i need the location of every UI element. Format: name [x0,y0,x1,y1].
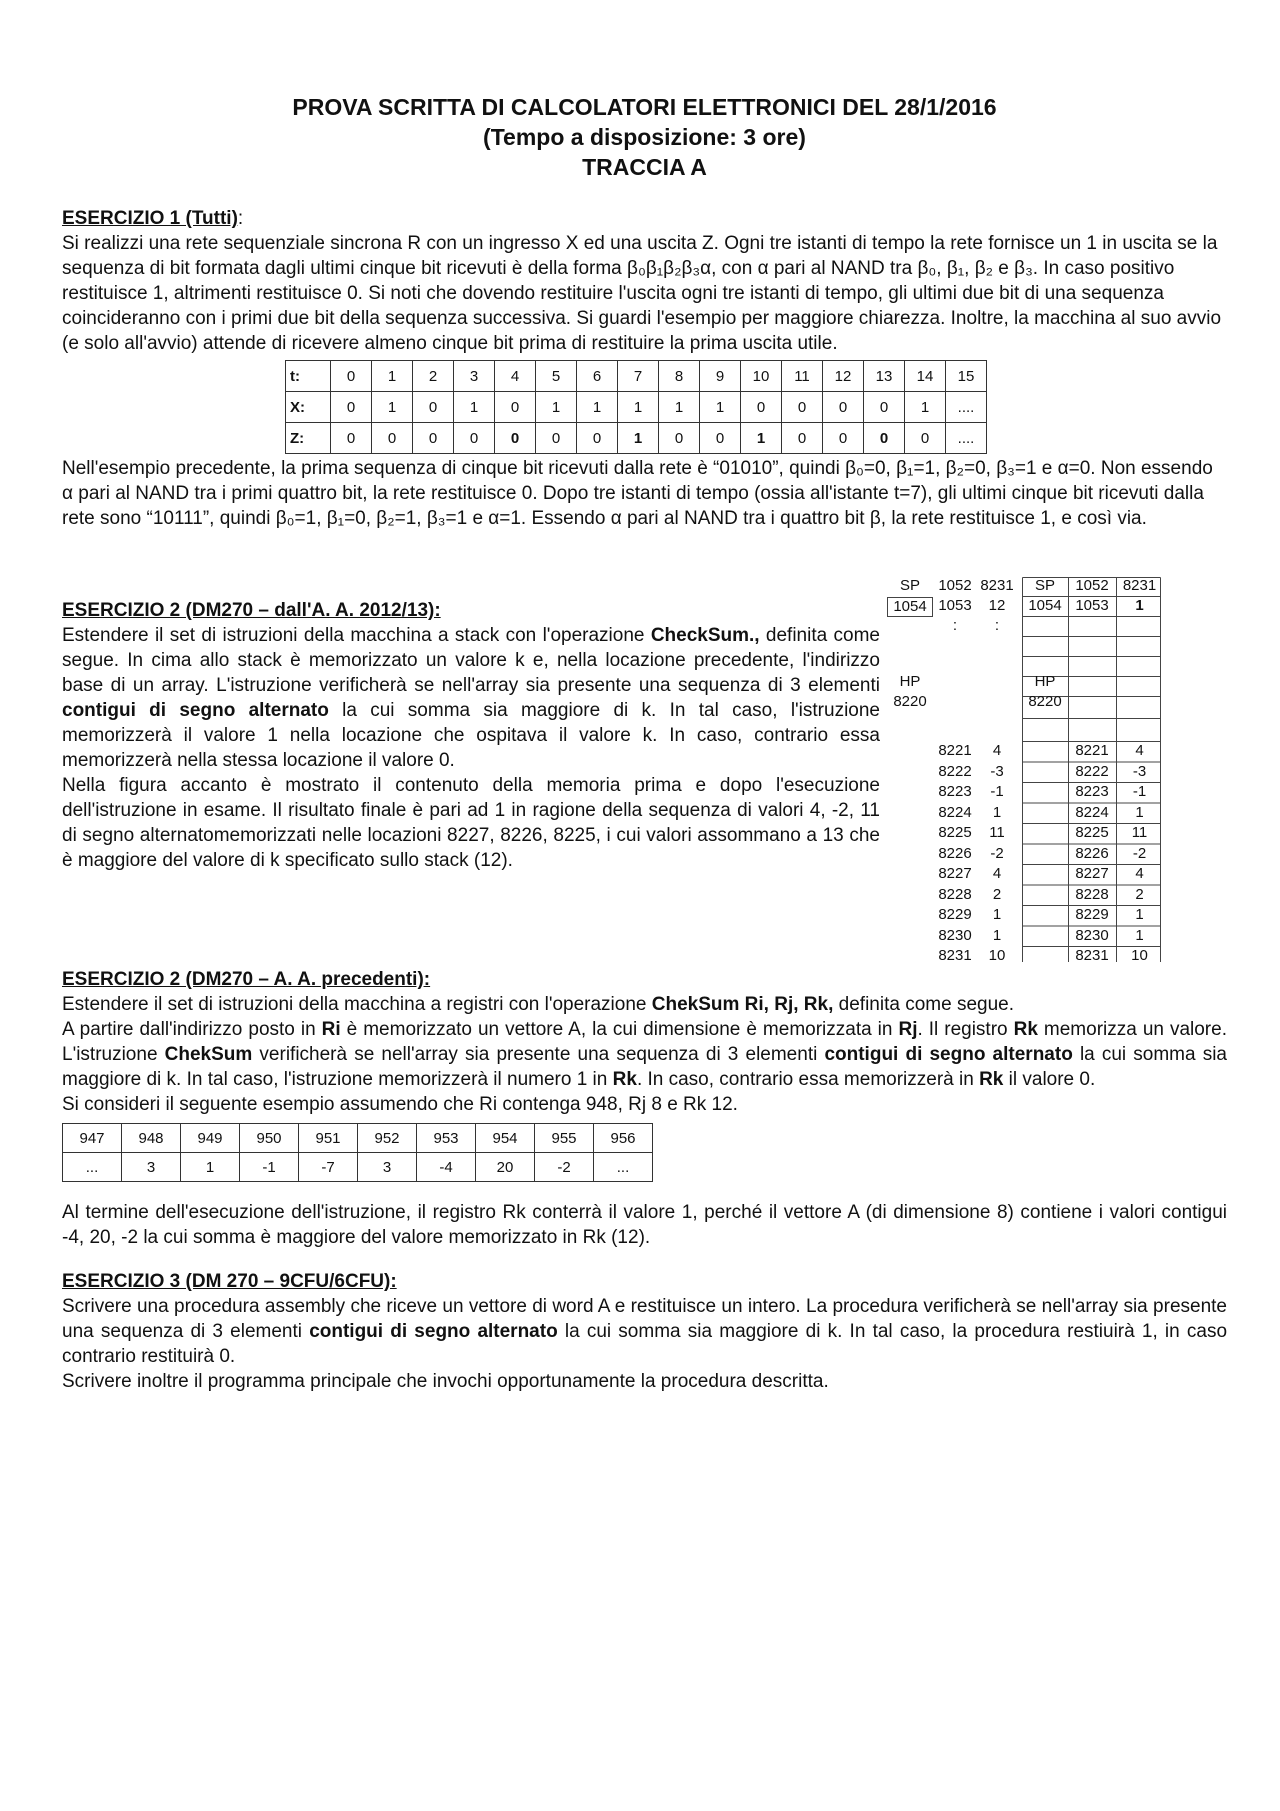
address-cell: 953 [417,1124,476,1153]
exercise-1-title: ESERCIZIO 1 (Tutti) [62,208,238,229]
cell-z-2: 0 [413,423,454,454]
heap-address: 8229 [938,906,972,923]
cell-z-1: 0 [372,423,413,454]
cell-t-15: 15 [946,361,987,392]
table-row-addresses [63,1124,653,1153]
exam-track: TRACCIA A [582,154,707,180]
heap-value: -2 [990,844,1004,862]
text-span: la cui somma sia maggiore di k. In tal caso, l'istruzione memorizzerà il numero 1 in [62,1044,1227,1090]
register-name: Rj [898,1019,918,1040]
text-span: il valore 0. [1003,1069,1096,1090]
exercise-1-text: Si realizzi una rete sequenziale sincrona R con un ingresso X ed una uscita Z. Ogni tre istanti di tempo la rete fornisce un 1 in uscita se la sequenza di bit formata dagli ultimi cinque bit ricevuti è della forma β₀β₁β₂β₃α, con α pari al NAND tra β₀, β₁, β₂ e β₃. In caso positivo restituisce 1, altrimenti restituisce 0. Si noti che dovendo restituire l'uscita ogni tre istanti di tempo, gli ultimi due bit di una sequenza coincideranno con i primi due bit della sequenza successiva. Si guardi l'esempio per maggiore chiarezza. Inoltre, la macchina al suo avvio (e solo all'avvio) attende di ricevere almeno cinque bit prima di restituire la prima uscita utile. [62,233,1222,354]
sp-value-before: 1054 [887,597,933,617]
cell-z-13: 0 [864,423,905,454]
k-value-after: 1 [1135,597,1144,614]
text-span: . Il registro [917,1019,1014,1040]
cell-t-10: 10 [741,361,782,392]
cell-x-11: 0 [782,392,823,423]
exercise-1 [62,206,1227,531]
text-span: la cui somma sia maggiore di k. In tal caso, la procedura restiuirà 1, in caso contrario restituirà 0. [62,1321,1228,1367]
cell-t-2: 2 [413,361,454,392]
cell-t-0: 0 [331,361,372,392]
table-row-values [63,1153,653,1182]
exercise-2b-text [62,1017,1227,1092]
address-cell: 956 [594,1124,653,1153]
heap-value: 2 [1135,885,1144,903]
heap-value: 4 [1135,742,1144,759]
text-span: definita come segue. [833,994,1014,1015]
heap-address: 8231 [938,947,972,964]
emphasis: contigui di segno alternato [309,1321,558,1342]
heap-value: -3 [1132,762,1147,780]
heap-value: 2 [992,885,1002,903]
heap-value: 1 [1135,926,1144,944]
cell-t-7: 7 [618,361,659,392]
hp-label-after: HP [1034,673,1056,690]
exercise-2b-example: Si consideri il seguente esempio assumendo che Ri contenga 948, Rj 8 e Rk 12. [62,1094,738,1115]
exercise-2a-text [62,623,880,773]
heap-value: -1 [990,783,1004,800]
heap-addresses-after [1068,741,1116,967]
heap-addresses-before [933,741,977,967]
heap-address: 8222 [1075,762,1109,780]
heap-address: 8221 [1075,742,1109,759]
heap-value: 1 [1135,803,1144,821]
heap-value: 4 [1135,865,1144,882]
text-span: la cui somma sia maggiore di k. In tal caso, l'istruzione memorizzerà il valore 1 nella locazione che ospitava il valore k. In caso, contrario essa memorizzerà nella stessa locazione il valore 0. [62,700,880,771]
heap-value: 1 [1135,906,1144,923]
k-value-before: 12 [988,597,1006,614]
value-cell: ... [63,1153,122,1182]
sp-value-after: 1054 [1028,597,1062,614]
table-row-z [286,423,987,454]
heap-address: 8225 [938,824,972,841]
heap-address: 8223 [1075,783,1109,800]
exam-title: PROVA SCRITTA DI CALCOLATORI ELETTRONICI DEL 28/1/2016 [292,94,997,120]
heap-value: 1 [992,926,1002,944]
vector-table [62,1123,653,1182]
address-cell: 948 [122,1124,181,1153]
heap-values-after [1116,741,1163,967]
cell-t-12: 12 [823,361,864,392]
heap-value: 4 [992,742,1002,759]
cell-z-11: 0 [782,423,823,454]
sequence-table [285,360,987,454]
text-span: . In caso, contrario essa memorizzerà in [636,1069,980,1090]
address-cell: 955 [535,1124,594,1153]
value-cell: 3 [358,1153,417,1182]
cell-z-3: 0 [454,423,495,454]
emphasis: contigui di segno alternato [62,700,329,721]
hp-value-before: 8220 [893,693,927,710]
heap-address: 8230 [1075,926,1109,944]
heap-value: 11 [989,824,1005,841]
cell-t-3: 3 [454,361,495,392]
exercise-3-title: ESERCIZIO 3 (DM 270 – 9CFU/6CFU): [62,1271,397,1292]
hp-value-after: 8220 [1028,693,1062,710]
heap-value: 11 [1131,824,1148,841]
register-name: Rk [612,1069,637,1090]
register-name: Ri [321,1019,341,1040]
sp-label-after: SP [1034,577,1055,594]
cell-x-8: 1 [659,392,700,423]
value-cell: -2 [535,1153,594,1182]
exercise-2a-title: ESERCIZIO 2 (DM270 – dall'A. A. 2012/13): [62,600,441,621]
cell-z-6: 0 [577,423,618,454]
instruction-name: CheckSum., [650,625,760,646]
heap-address: 8227 [1075,865,1109,882]
heap-value: -2 [1132,844,1147,862]
exercise-2b-line1 [62,992,1227,1017]
cell-x-13: 0 [864,392,905,423]
dots: : [994,617,1000,634]
heap-address: 8226 [1075,844,1109,862]
cell-z-7: 1 [618,423,659,454]
heap-address: 8227 [938,865,972,882]
cell-x-5: 1 [536,392,577,423]
text-span: memorizza un valore. L'istruzione [62,1019,1227,1065]
row-label-z: Z: [286,423,331,454]
exercise-3 [62,1270,1227,1394]
cell-t-9: 9 [700,361,741,392]
cell-x-4: 0 [495,392,536,423]
text-span: A partire dall'indirizzo posto in [62,1019,322,1040]
register-name: Rk [1013,1019,1038,1040]
heap-values-before [977,741,1017,967]
text-span: è memorizzato un vettore A, la cui dimensione è memorizzata in [340,1019,899,1040]
sp-label-before: SP [899,577,920,594]
heap-address: 8223 [938,783,972,800]
heap-address: 8222 [938,762,972,780]
cell-t-13: 13 [864,361,905,392]
emphasis: contigui di segno alternato [824,1044,1073,1065]
cell-x-0: 0 [331,392,372,423]
exercise-2b-title: ESERCIZIO 2 (DM270 – A. A. precedenti): [62,969,431,990]
exercise-3-text-2: Scrivere inoltre il programma principale che invochi opportunamente la procedura descritta. [62,1371,829,1392]
heap-address: 8221 [938,742,972,759]
heap-address: 8225 [1075,824,1109,841]
cell-z-0: 0 [331,423,372,454]
cell-t-4: 4 [495,361,536,392]
value-1053-before: 1053 [938,597,972,614]
heap-value: 4 [992,865,1002,882]
hp-label-before: HP [899,673,921,690]
cell-z-4: 0 [495,423,536,454]
cell-t-6: 6 [577,361,618,392]
memory-diagram [887,577,1227,962]
heap-address: 8231 [1075,947,1109,964]
value-cell: ... [594,1153,653,1182]
document-page [62,92,1227,1394]
cell-x-14: 1 [905,392,946,423]
exercise-1-example-text: Nell'esempio precedente, la prima sequenza di cinque bit ricevuti dalla rete è “01010”, quindi β₀=0, β₁=1, β₂=0, β₃=1 e α=0. Non essendo α pari al NAND tra i primi quattro bit, la rete restituisce 0. Dopo tre istanti di tempo (ossia all'istante t=7), gli ultimi cinque bit ricevuti dalla rete sono “10111”, quindi β₀=1, β₁=0, β₂=1, β₃=1 e α=1. Essendo α pari al NAND tra i quattro bit β, la rete restituisce 1, e così via. [62,458,1213,529]
row-label-t: t: [286,361,331,392]
exercise-2b-result: Al termine dell'esecuzione dell'istruzione, il registro Rk conterrà il valore 1, perché il vettore A (di dimensione 8) contiene i valori contigui -4, 20, -2 la cui somma è maggiore del valore memorizzato in Rk (12). [62,1202,1227,1248]
cell-x-15: .... [946,392,987,423]
address-cell: 950 [240,1124,299,1153]
heap-address: 8226 [938,844,972,862]
heap-value: 1 [992,906,1002,923]
cell-z-14: 0 [905,423,946,454]
cell-t-5: 5 [536,361,577,392]
value-cell: 1 [181,1153,240,1182]
exam-duration: (Tempo a disposizione: 3 ore) [483,124,806,150]
header-1052-after: 1052 [1075,577,1109,594]
cell-x-7: 1 [618,392,659,423]
value-cell: 3 [122,1153,181,1182]
cell-z-5: 0 [536,423,577,454]
value-cell: -1 [240,1153,299,1182]
exercise-2-stack [62,577,1227,962]
text-span: definita come segue. In cima allo stack è memorizzato un valore k e, nella locazione precedente, l'indirizzo base di un array. L'istruzione verificherà se nell'array sia presente una sequenza di 3 elementi [62,625,880,696]
cell-t-11: 11 [782,361,823,392]
cell-z-8: 0 [659,423,700,454]
cell-x-10: 0 [741,392,782,423]
text-span: verificherà se nell'array sia presente una sequenza di 3 elementi [252,1044,825,1065]
heap-value: 1 [992,803,1002,821]
header-1052-before: 1052 [938,577,972,594]
heap-value: -1 [1132,783,1147,800]
cell-x-3: 1 [454,392,495,423]
heap-address: 8228 [938,885,972,903]
heap-address: 8224 [938,803,972,821]
cell-z-15: .... [946,423,987,454]
value-1053-after: 1053 [1075,597,1109,614]
cell-t-14: 14 [905,361,946,392]
instruction-name: ChekSum [164,1044,253,1065]
heap-address: 8229 [1075,906,1109,923]
exercise-2-registers [62,968,1227,1250]
text-span: Estendere il set di istruzioni della macchina a registri con l'operazione [62,994,652,1015]
exercise-2a-figure-text: Nella figura accanto è mostrato il contenuto della memoria prima e dopo l'esecuzione dell'istruzione in esame. Il risultato finale è pari ad 1 in ragione della sequenza di valori 4, -2, 11 di segno alternatomemorizzati nelle locazioni 8227, 8226, 8225, i cui valori assommano a 13 che è maggiore del valore di k specificato sullo stack (12). [62,775,880,871]
cell-x-2: 0 [413,392,454,423]
cell-x-9: 1 [700,392,741,423]
heap-value: 10 [1131,947,1148,964]
text-span: Estendere il set di istruzioni della macchina a stack con l'operazione [62,625,651,646]
document-header [62,92,1227,182]
cell-z-12: 0 [823,423,864,454]
exercise-3-text [62,1294,1227,1369]
text-span: Scrivere una procedura assembly che riceve un vettore di word A e restituisce un intero. La procedura verificherà se nell'array sia presente una sequenza di 3 elementi [62,1296,1227,1342]
value-cell: -7 [299,1153,358,1182]
cell-x-6: 1 [577,392,618,423]
instruction-name: ChekSum Ri, Rj, Rk, [651,994,834,1015]
heap-address: 8228 [1075,885,1109,903]
header-8231-before: 8231 [980,577,1014,594]
value-cell: -4 [417,1153,476,1182]
cell-x-12: 0 [823,392,864,423]
exercise-1-colon: : [237,208,244,229]
address-cell: 947 [63,1124,122,1153]
address-cell: 949 [181,1124,240,1153]
cell-t-8: 8 [659,361,700,392]
address-cell: 951 [299,1124,358,1153]
heap-value: -3 [990,762,1004,780]
cell-z-9: 0 [700,423,741,454]
heap-address: 8224 [1075,803,1109,821]
address-cell: 952 [358,1124,417,1153]
row-label-x: X: [286,392,331,423]
heap-value: 10 [988,947,1006,964]
cell-t-1: 1 [372,361,413,392]
table-row-t [286,361,987,392]
register-name: Rk [979,1069,1004,1090]
address-cell: 954 [476,1124,535,1153]
heap-address: 8230 [938,926,972,944]
table-row-x [286,392,987,423]
cell-z-10: 1 [741,423,782,454]
value-cell: 20 [476,1153,535,1182]
header-8231-after: 8231 [1122,577,1157,594]
cell-x-1: 1 [372,392,413,423]
dots: : [952,617,958,634]
